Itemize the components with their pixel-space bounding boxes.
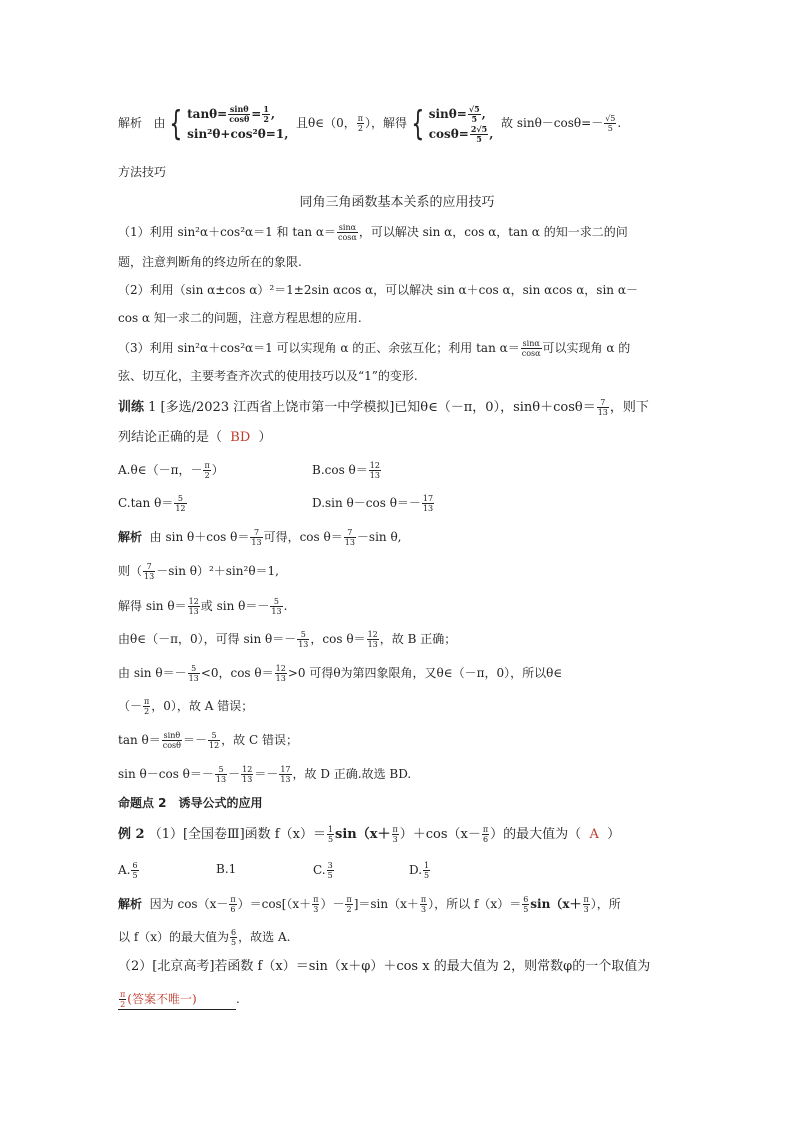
- by-text: 由: [153, 116, 166, 130]
- answer-blank: $\frac{\pi}{2}$ (答案不唯一): [118, 990, 236, 1010]
- fraction: $\frac{1}{2}$: [263, 103, 269, 124]
- solution-2-line-2: 则（ $\frac{7}{13}$ －sin θ）²＋sin²θ＝1,: [118, 562, 279, 581]
- solution-2-line-3: 解得 sin θ＝ $\frac{12}{13}$ 或 sin θ＝－ $\frac{5}{13}$ .: [118, 597, 288, 616]
- tip-3-line-1: （3）利用 sin²α＋cos²α＝1 可以实现角 α 的正、余弦互化；利用 tan α＝ $\frac{\sin\alpha}{\cos\alpha}$ 可以实现角 α 的: [118, 339, 631, 358]
- solution-2-line-5: 由 sin θ＝－ $\frac{5}{13}$ <0，cos θ＝ $\frac{12}{13}$ >0 可得θ为第四象限角，又θ∈（－π，0），所以θ∈: [118, 664, 563, 683]
- fraction: $\frac{\sin\alpha}{\cos\alpha}$: [521, 339, 541, 358]
- tip-1-line-1: （1）利用 sin²α＋cos²α＝1 和 tan α＝ $\frac{\sin\alpha}{\cos\alpha}$ ，可以解决 sin α，cos α，tan α 的知一求二的问: [118, 223, 628, 242]
- tip-1-line-2: 题，注意判断角的终边所在的象限.: [118, 255, 302, 269]
- fraction: $\frac{7}{13}$: [597, 398, 608, 417]
- option-a: A.θ∈（－π，－ $\frac{\pi}{2}$ ）: [118, 461, 224, 480]
- solution-1-line: 解析 由 { tanθ= $\frac{\sin\theta}{\cos\theta}$ = $\frac{1}{2}$ , sin²θ+cos²θ=1, 且θ∈（0， $\frac{\pi}{2}$ ），解得 { sinθ= $\frac{√5}{5}$ , cosθ= $\frac{2√5}{5}$ , 故 sinθ－cosθ=－ $\frac{√5}{5}$ .: [118, 103, 622, 144]
- training-line-1: 训练 1 [多选/2023 江西省上饶市第一中学模拟]已知θ∈（－π，0），sinθ＋cosθ＝ $\frac{7}{13}$ ，则下: [118, 398, 649, 417]
- example-2-line: 例 2 （1）[全国卷Ⅲ]函数 f（x）＝ $\frac{1}{5}$ sin（x＋ $\frac{\pi}{3}$ ）＋cos（x－ $\frac{\pi}{6}$ ）的最大值为（ A ）: [118, 825, 621, 844]
- solution-2-line-6: （－ $\frac{\pi}{2}$ ，0），故 A 错误；: [118, 697, 254, 716]
- fraction: $\frac{\pi}{2}$: [357, 114, 364, 133]
- option-d: D.sin θ－cos θ＝－ $\frac{17}{13}$: [312, 494, 434, 513]
- fraction: $\frac{\sin\theta}{\cos\theta}$: [229, 103, 250, 124]
- fraction: $\frac{\sin\alpha}{\cos\alpha}$: [338, 223, 357, 242]
- solution-3-line-1: 解析 因为 cos（x－ $\frac{\pi}{6}$ ）＝cos[（x＋ $\frac{\pi}{3}$ ）－ $\frac{\pi}{2}$ ]＝sin（x＋ $\frac{\pi}{3}$ ），所以 f（x）＝ $\frac{6}{5}$ sin（x＋ $\frac{\pi}{3}$ ），所: [118, 895, 621, 914]
- solution-label: 解析: [118, 530, 143, 544]
- example-label: 例 2: [118, 827, 145, 842]
- solve-text: ），解得: [365, 116, 408, 130]
- tip-2-line-2: cos α 知一求二的问题，注意方程思想的应用.: [118, 311, 362, 325]
- option-c: C.tan θ＝ $\frac{5}{12}$: [118, 494, 186, 513]
- solution-2-line-1: 解析 由 sin θ＋cos θ＝ $\frac{7}{13}$ 可得，cos θ＝ $\frac{7}{13}$ －sin θ,: [118, 528, 402, 547]
- answer-text: A: [589, 827, 599, 842]
- condition-text: 且θ∈（0，: [296, 116, 356, 130]
- solution-label: 解析: [118, 116, 143, 130]
- section-heading: 同角三角函数基本关系的应用技巧: [299, 195, 495, 210]
- pythag-eq-text: sin²θ+cos²θ=1,: [187, 126, 289, 141]
- tan-eq-text: tanθ=: [187, 106, 228, 121]
- topic-heading: 命题点 2 诱导公式的应用: [118, 796, 263, 810]
- ex2-option-c: C. $\frac{3}{5}$: [313, 861, 333, 880]
- training-label: 训练: [118, 400, 145, 415]
- conclusion-text: 故 sinθ－cosθ=－: [501, 116, 604, 130]
- answer-text: BD: [230, 430, 251, 445]
- fraction: $\frac{√5}{5}$: [468, 103, 480, 124]
- ex2-option-d: D. $\frac{1}{5}$: [409, 861, 430, 880]
- left-brace-icon: {: [411, 103, 425, 144]
- fraction: $\frac{√5}{5}$: [605, 114, 616, 133]
- solution-2-line-7: tan θ＝ $\frac{\sin\theta}{\cos\theta}$ ＝－ $\frac{5}{12}$ ，故 C 错误；: [118, 731, 298, 750]
- solution-label: 解析: [118, 897, 143, 911]
- ex2-option-b: B.1: [216, 862, 237, 876]
- option-b: B.cos θ＝ $\frac{12}{13}$: [312, 461, 380, 480]
- training-line-2: 列结论正确的是（ BD ）: [118, 430, 272, 445]
- example-2b-answer: $\frac{\pi}{2}$ (答案不唯一) .: [120, 990, 240, 1009]
- fraction: $\frac{2√5}{5}$: [470, 123, 488, 144]
- tip-3-line-2: 弦、切互化，主要考查齐次式的使用技巧以及“1”的变形.: [118, 369, 418, 383]
- method-label: 方法技巧: [118, 165, 167, 179]
- ex2-option-a: A. $\frac{6}{5}$: [118, 861, 138, 880]
- solution-2-line-4: 由θ∈（－π，0），可得 sin θ＝－ $\frac{5}{13}$ ，cos θ＝ $\frac{12}{13}$ ，故 B 正确；: [118, 630, 457, 649]
- tip-2-line-1: （2）利用（sin α±cos α）²＝1±2sin αcos α，可以解决 sin α＋cos α，sin αcos α，sin α－: [118, 283, 638, 297]
- left-brace-icon: {: [169, 103, 183, 144]
- result-system: sinθ= $\frac{√5}{5}$ , cosθ= $\frac{2√5}{5}$ ,: [428, 103, 494, 144]
- example-2b-line: （2）[北京高考]若函数 f（x）＝sin（x＋φ）＋cos x 的最大值为 2，则常数φ的一个取值为: [118, 959, 651, 974]
- solution-3-line-2: 以 f（x）的最大值为 $\frac{6}{5}$ ，故选 A.: [118, 928, 291, 947]
- solution-2-line-8: sin θ－cos θ＝－ $\frac{5}{13}$ － $\frac{12}{13}$ ＝－ $\frac{17}{13}$ ，故 D 正确.故选 BD.: [118, 765, 412, 784]
- given-system: tanθ= $\frac{\sin\theta}{\cos\theta}$ = $\frac{1}{2}$ , sin²θ+cos²θ=1,: [187, 104, 288, 144]
